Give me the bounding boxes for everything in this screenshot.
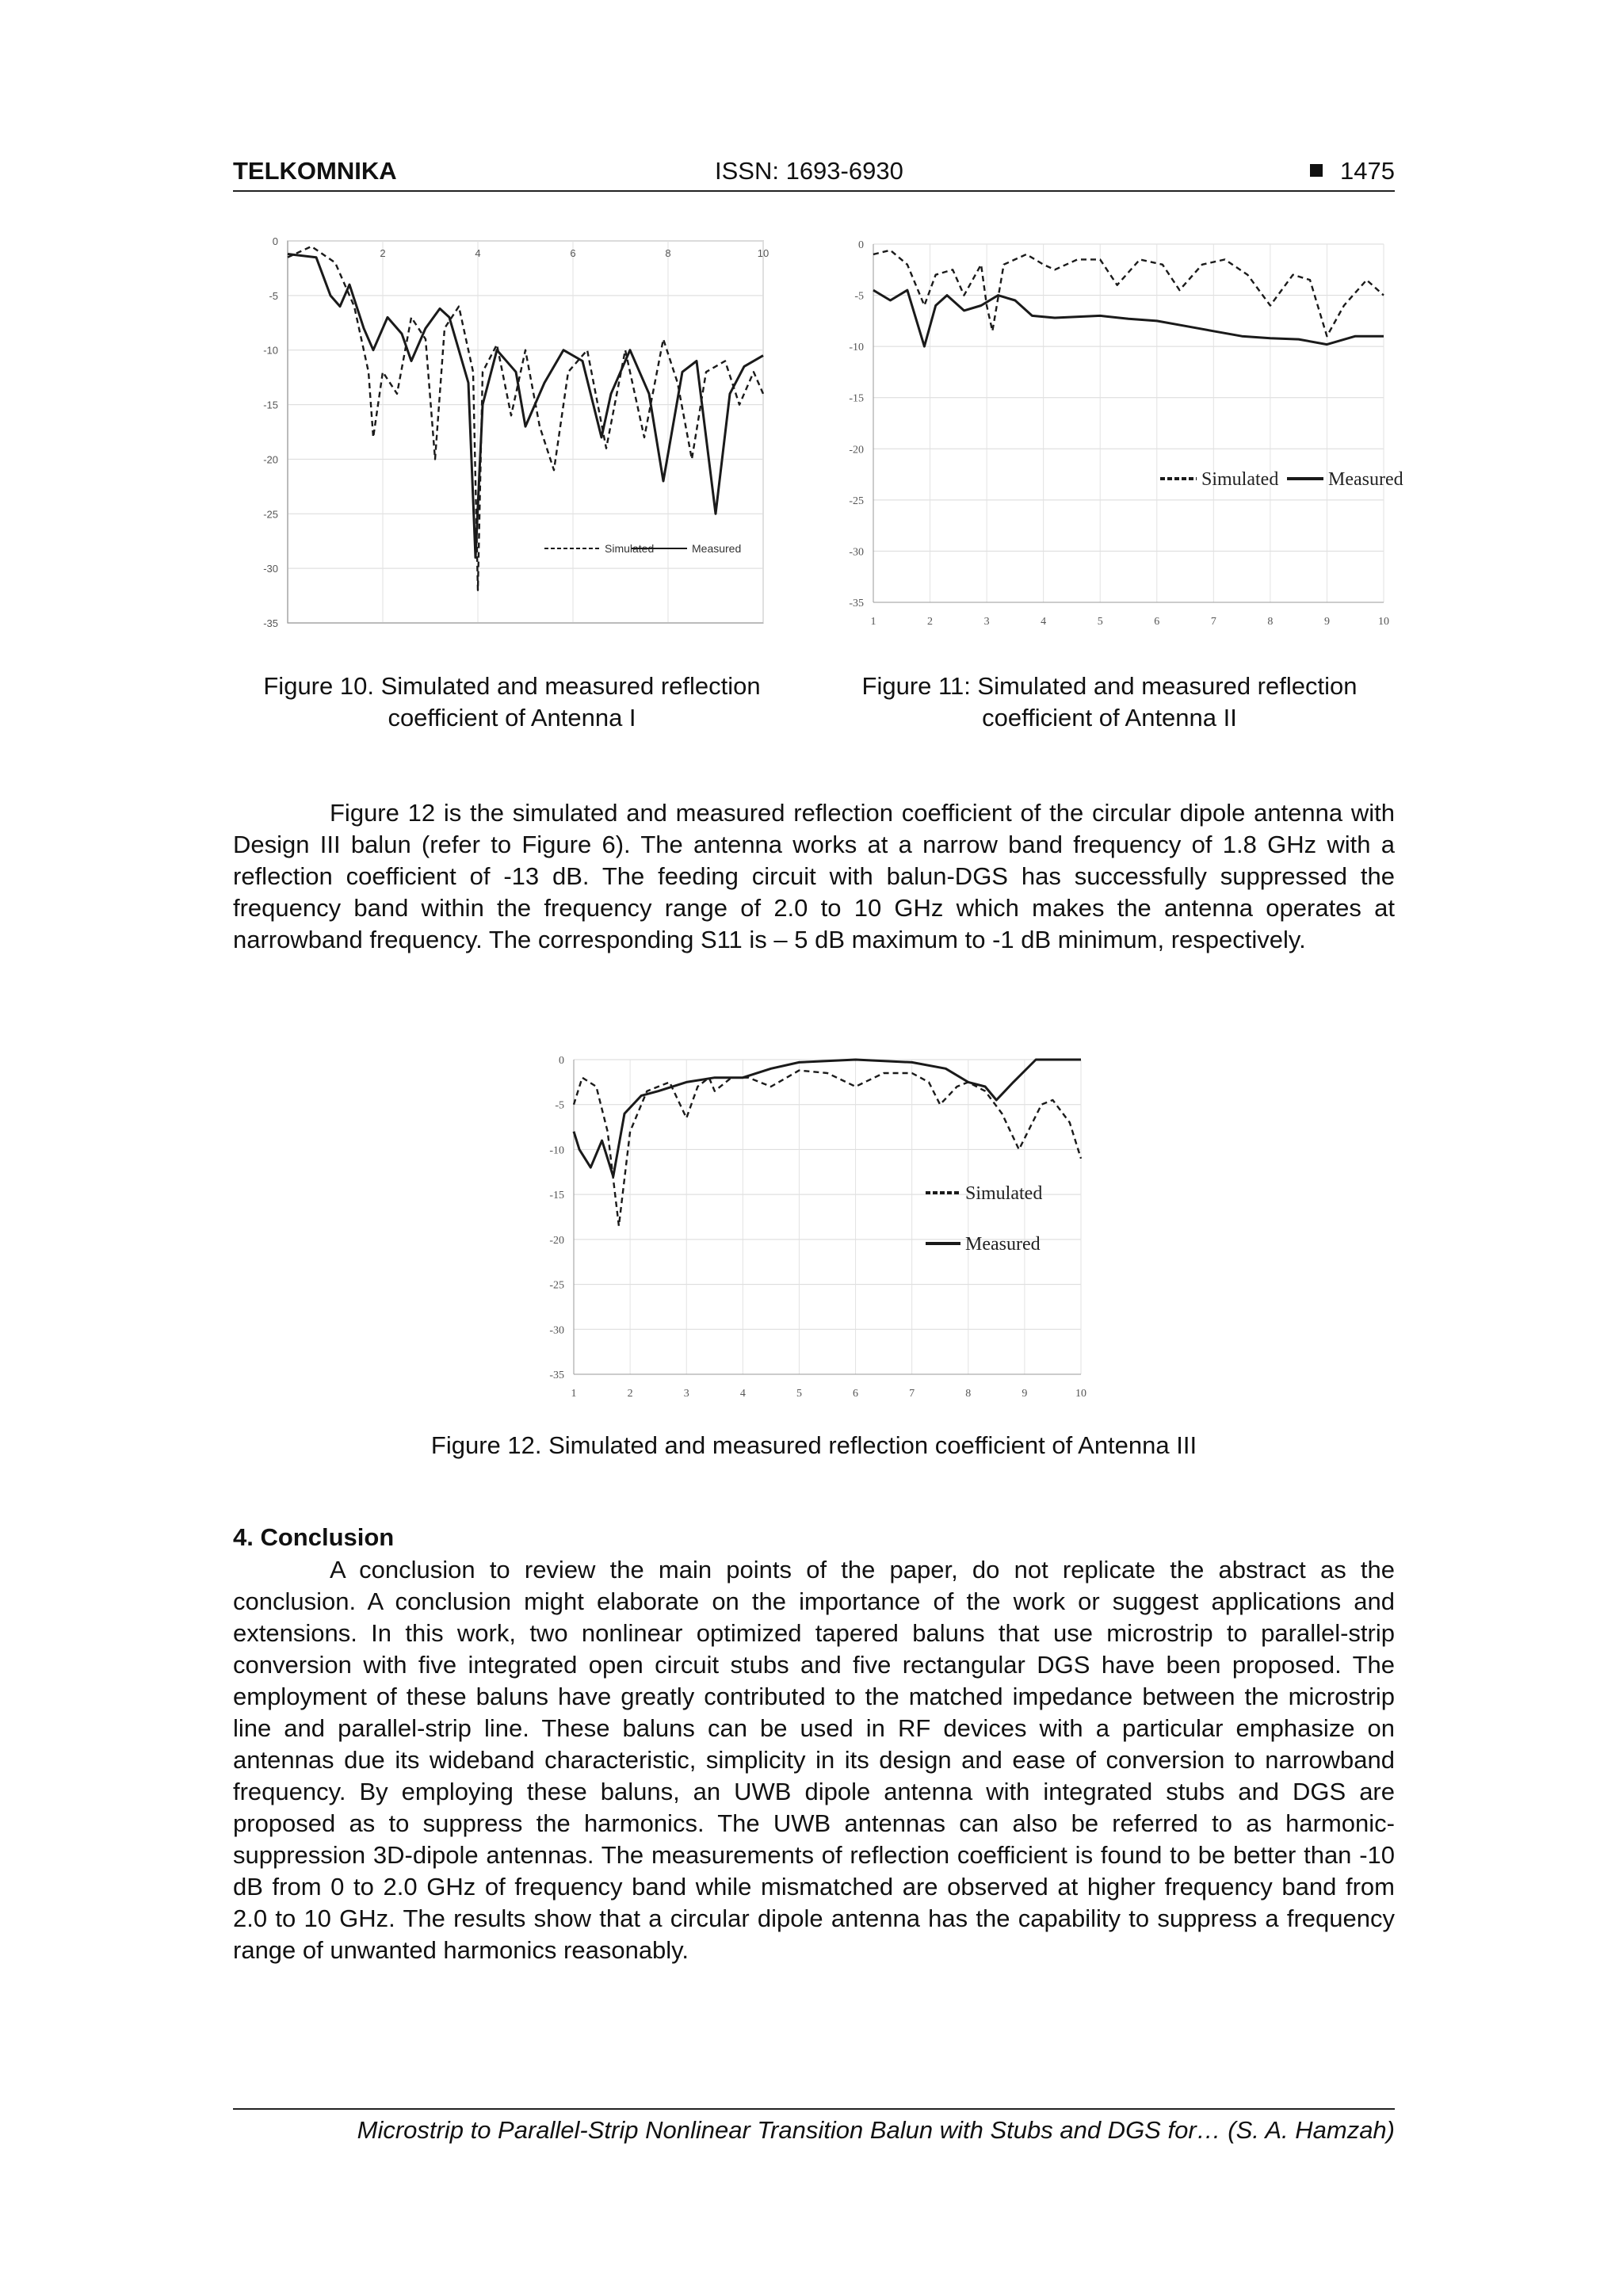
paragraph-figure-12 [233,797,1395,956]
x-tick-label: 9 [1323,616,1330,628]
plot-frame [288,241,763,623]
square-bullet-icon [1310,164,1323,177]
y-tick-label: -35 [549,1370,564,1381]
y-tick-label: -25 [263,508,278,521]
figure-10-caption: Figure 10. Simulated and measured reflection coefficient of Antenna I [263,672,761,732]
legend-label-measured: Measured [692,542,742,555]
y-tick-label: 0 [858,239,864,251]
x-tick-label: 4 [1041,616,1047,628]
y-tick-label: 0 [559,1055,564,1067]
x-tick-label: 2 [380,247,386,259]
y-tick-label: 0 [272,235,278,247]
y-tick-label: -35 [263,617,278,629]
y-tick-label: -30 [549,1324,564,1337]
x-tick-label: 8 [665,247,671,259]
figure-12-caption: Figure 12. Simulated and measured reflection coefficient of Antenna III [430,1431,1197,1459]
figure-11-svg [829,223,1403,644]
x-tick-label: 7 [909,1388,915,1400]
paragraph-2-text: A conclusion to review the main points of the paper, do not replicate the abstract as the conclusion. A conclusion might elaborate on the importance of the work or suggest applications and extensions. In this work, two nonlinear optimized tapered baluns that use microstrip to parallel-strip conversion with five integrated open circuit stubs and five rectangular DGS have been proposed. The employment of these baluns have greatly contributed to the matched impedance between the microstrip line and parallel-strip line. These baluns can be used in RF devices with a particular emphasize on antennas due its wideband characteristic, simplicity in its design and ease of conversion to narrowband frequency. By employing these baluns, an UWB dipole antenna with integrated stubs and DGS are proposed as to suppress the harmonics. The UWB antennas can also be referred to as harmonic-suppression 3D-dipole antennas. The measurements of reflection coefficient is found to be better than -10 dB from 0 to 2.0 GHz of frequency band while mismatched are observed at higher frequency band from 2.0 to 10 GHz. The results show that a circular dipole antenna has the capability to suppress a frequency range of unwanted harmonics reasonably. [233,1556,1395,1964]
y-tick-label: -15 [849,392,864,405]
figure-10-chart [245,223,777,644]
paragraph-conclusion [233,1554,1395,1966]
x-tick-label: 10 [1075,1388,1086,1400]
y-tick-label: -30 [263,563,278,575]
x-tick-label: 5 [796,1388,802,1400]
x-tick-label: 7 [1210,616,1216,628]
y-tick-label: -10 [263,344,278,357]
page-number-block [1310,157,1395,185]
legend-label-simulated: Simulated [965,1183,1043,1204]
x-tick-label: 4 [739,1388,746,1400]
x-tick-label: 3 [683,1388,689,1400]
x-tick-label: 6 [1154,616,1160,628]
y-tick-label: -20 [849,444,864,457]
x-tick-label: 1 [571,1388,577,1400]
issn: ISSN: 1693-6930 [715,157,903,185]
running-footer: Microstrip to Parallel-Strip Nonlinear Transition Balun with Stubs and DGS for… (S. A. Hamzah) [233,2108,1395,2145]
x-tick-label: 6 [570,247,576,259]
y-tick-label: -15 [549,1190,564,1202]
y-tick-label: -5 [555,1099,564,1112]
x-tick-label: 8 [965,1388,972,1400]
section-heading-conclusion: 4. Conclusion [233,1523,395,1551]
series-line-measured [873,290,1384,346]
legend-label-simulated: Simulated [605,542,655,555]
y-tick-label: -25 [849,495,864,507]
y-tick-label: -5 [854,290,864,303]
x-tick-label: 1 [870,616,876,628]
journal-name: TELKOMNIKA [233,157,397,185]
figure-11-chart [829,223,1403,644]
x-tick-label: 10 [757,247,769,259]
series-line-simulated [288,246,763,590]
x-tick-label: 2 [627,1388,633,1400]
figure-12-svg [547,1042,1086,1403]
y-tick-label: -30 [849,546,864,559]
x-tick-label: 5 [1097,616,1103,628]
x-tick-label: 10 [1378,616,1389,628]
running-header [233,155,1395,192]
x-tick-label: 3 [983,616,990,628]
legend-label-simulated: Simulated [1201,469,1279,490]
y-tick-label: -20 [263,453,278,466]
y-tick-label: -15 [263,399,278,411]
y-tick-label: -20 [549,1234,564,1247]
y-tick-label: -5 [269,289,278,302]
page-number: 1475 [1340,157,1395,185]
y-tick-label: -10 [849,342,864,354]
series-line-measured [288,254,763,558]
x-tick-label: 6 [853,1388,859,1400]
figure-11-caption: Figure 11: Simulated and measured reflection coefficient of Antenna II [861,672,1358,732]
x-tick-label: 2 [927,616,934,628]
series-line-simulated [873,250,1384,337]
y-tick-label: -25 [549,1279,564,1292]
y-tick-label: -10 [549,1144,564,1157]
figure-10-svg [245,223,777,644]
legend-label-measured: Measured [1328,469,1403,490]
legend-label-measured: Measured [965,1234,1041,1255]
x-tick-label: 8 [1267,616,1274,628]
figure-12-chart [547,1042,1086,1403]
paragraph-1-text: Figure 12 is the simulated and measured reflection coefficient of the circular dipole antenna with Design III balun (refer to Figure 6). The antenna works at a narrow band frequency of 1.8 GHz with a reflection coefficient of -13 dB. The feeding circuit with balun-DGS has successfully suppressed the frequency band within the frequency range of 2.0 to 10 GHz which makes the antenna operates at narrowband frequency. The corresponding S11 is – 5 dB maximum to -1 dB minimum, respectively. [233,799,1395,953]
x-tick-label: 9 [1022,1388,1028,1400]
x-tick-label: 4 [475,247,481,259]
y-tick-label: -35 [849,598,864,609]
